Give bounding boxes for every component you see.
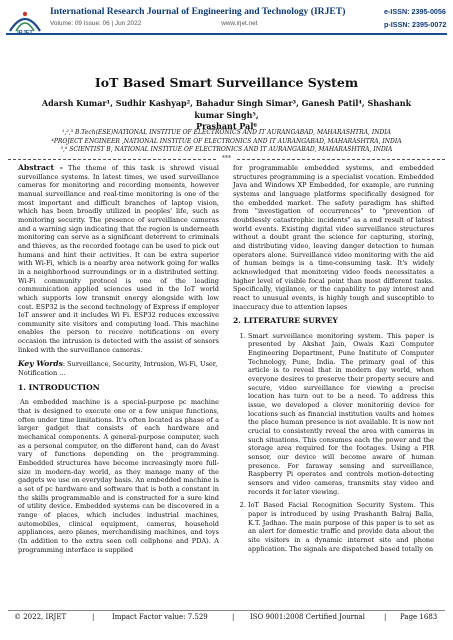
footer-impact-factor: Impact Factor value: 7.529 (112, 613, 208, 621)
journal-title: International Research Journal of Engineering and Technology (IRJET) (50, 6, 346, 17)
footer-separator: | (92, 613, 95, 621)
header-rule (6, 33, 447, 35)
footer-page-number: Page 1683 (400, 613, 438, 621)
p-issn: p-ISSN: 2395-0072 (384, 20, 447, 29)
footer-copyright: © 2022, IRJET (14, 613, 67, 621)
journal-website-link[interactable]: www.irjet.net (221, 20, 258, 27)
footer-rule (8, 610, 445, 611)
introduction-text: An embedded machine is a special-purpose pc machine that is designed to execute one or a few unique functions, often under time limitations. It's often located as phase of a larger gadget that consists of each hardware and mechanical components. A general-purpose computer, such as a personal computer, on the different hand, can do Avast vary of functions depending on the programming. Embedded structures have become increasingly more full-size in modern-day world, as they manage many of the gadgets we use on everyday basis. An embedded machine is a set of pc hardware and software that is both a constant in the skills programmable and is constructed for a sure kind of utility device. Embedded systems can be discovered in a range of places, which includes industrial machines, automobiles, clinical equipment, cameras, household appliances, aero planes, merchandising machines, and toys (In addition to the extra seen cell cellphone and PDA). A programming interface is supplied (18, 398, 219, 554)
paper-title: IoT Based Smart Surveillance System (94, 75, 359, 90)
introduction-continuation: for programmable embedded systems, and embedded structures programming is a specialist vocation. Embedded Java and Windows XP Embedded, for example, are running systems and language platforms specifically designed for the embedded market. The safety paradigm has shifted from "investigation of occurrences" to "prevention of doubtlessly catastrophic incidents" as a end result of latest world events. Existing digital video surveillance structures without a doubt grant the science for capturing, storing, and distributing video, leaving danger detection to human operators alone. Surveillance video monitoring with the aid of human beings is a time-consuming task. It's widely acknowledged that monitoring video feeds necessitates a higher level of visible focal point than most different tasks. Specifically, vigilance, or the capability to pay interest and react to unusual events, is highly tough and susceptible to inaccuracy due to attention lapses (233, 164, 434, 311)
author-line-2: Prashant Pal⁶ (196, 121, 257, 131)
author-line-1: Adarsh Kumar¹, Sudhir Kashyap², Bahadur Singh Simar³, Ganesh Patil⁴, Shashank kumar Singh⁵, (41, 98, 412, 120)
affiliation-1: ¹,²,³ B.Tech(ESE)NATIONAL INSTITUE OF ELECTRONICS AND IT AURANGABAD, MAHARASHTRA, INDIA (62, 129, 391, 136)
section-heading-literature-survey: 2. LITERATURE SURVEY (233, 316, 338, 326)
page-footer (0, 613, 453, 625)
abstract-text: The theme of this task is shrewd visual surveillance systems. In latest times, we used surveillance cameras for monitoring and recording moments, however manual surveillance and real-time monitoring is one of the most important and difficult branches of laptop vision, which has been broadly utilized in peoples' life, such as monitoring security. The presence of surveillance cameras and a warning sign indicating that the region is underneath monitoring can serve as a significant deterrent to criminals and thieves, as the recorded footage can be used to pick out humans and hint their activities. It can be extra superior with Wi-Fi, which is a nearby area network going for walks in a neighborhood surroundings or in a distributed setting. Wi-Fi community protocol is one of the leading communication applied sciences used in the IoT world which supports low transmit energy alongside with low cost. ESP32 is the second technology of Express if employer IoT answer and it includes Wi Fi. ESP32 reduces excessive community site visitors and computing load. This machine enables the person to receive notifications on every occasion the intrusion is detected with the assist of sensors linked with the surveillance cameras. (18, 164, 219, 354)
abstract-heading: Abstract - (18, 163, 63, 172)
keywords-heading: Key Words (18, 359, 63, 369)
left-column (18, 164, 219, 560)
literature-item: 1. Smart surveillance monitoring system. This paper is presented by Akshat Jain, Owais Kazi Computer Engineering Department, Pune Institute of Computer Technology, Pune, India. The primary goal of this article is to reveal that in modern day world, when everyone desires to preserve their property secure and secure, video surveillance for viewing a precise location has turn out to be a need. To address this issue, we developed a clever monitoring device for locations such as financial institution vaults and homes the place human presence is not available. It is now not crucial to consistently reveal the area with cameras in such situations. This consumes each the power and the storage area required for the footages. Using a PIR sensor, our device will become aware of human presence. For faraway sensing and surveillance, Raspberry Pi operates and controls motion-detecting sensors and video cameras, transmits stay video and records it for later viewing. (248, 332, 434, 496)
section-separator: *** (8, 156, 445, 164)
footer-separator: | (384, 613, 387, 621)
abstract (18, 164, 219, 354)
section-heading-introduction: 1. INTRODUCTION (18, 382, 100, 392)
footer-iso: ISO 9001:2008 Certified Journal (250, 613, 365, 621)
irjet-logo-icon (6, 5, 44, 35)
keywords (18, 360, 219, 377)
journal-header (0, 0, 453, 40)
affiliation-3: ⁵,⁶ SCIENTIST B, NATIONAL INSTITUE OF ELECTRONICS AND IT AURANGABAD, MAHARASHTRA, INDIA (60, 146, 393, 154)
right-column (233, 164, 434, 558)
volume-issue: Volume: 09 Issue: 06 | Jun 2022 www.irjet.net (50, 20, 258, 27)
author-list (30, 98, 423, 133)
footer-separator: | (232, 613, 235, 621)
literature-list (233, 332, 434, 553)
literature-item: 2. IoT Based Facial Recognition Security System. This paper is introduced by using Prashanth Balraj Balla, K.T. Jadhao. The main purpose of this paper is to set as an alert for domestic traffic and provide data about the site visitors in a dynamic internet site and phone application. The signals are dispatched based totally on (248, 501, 434, 553)
keywords-text: : Surveillance, Security, Intrusion, Wi-Fi, User, Notification ... (18, 360, 218, 378)
affiliations (10, 129, 443, 155)
affiliation-2: ⁴PROJECT ENGINEER ,NATIONAL INSTITUE OF ELECTRONICS AND IT AURANGABAD, MAHARASHTRA, INDIA (51, 137, 402, 145)
e-issn: e-ISSN: 2395-0056 (384, 7, 446, 16)
